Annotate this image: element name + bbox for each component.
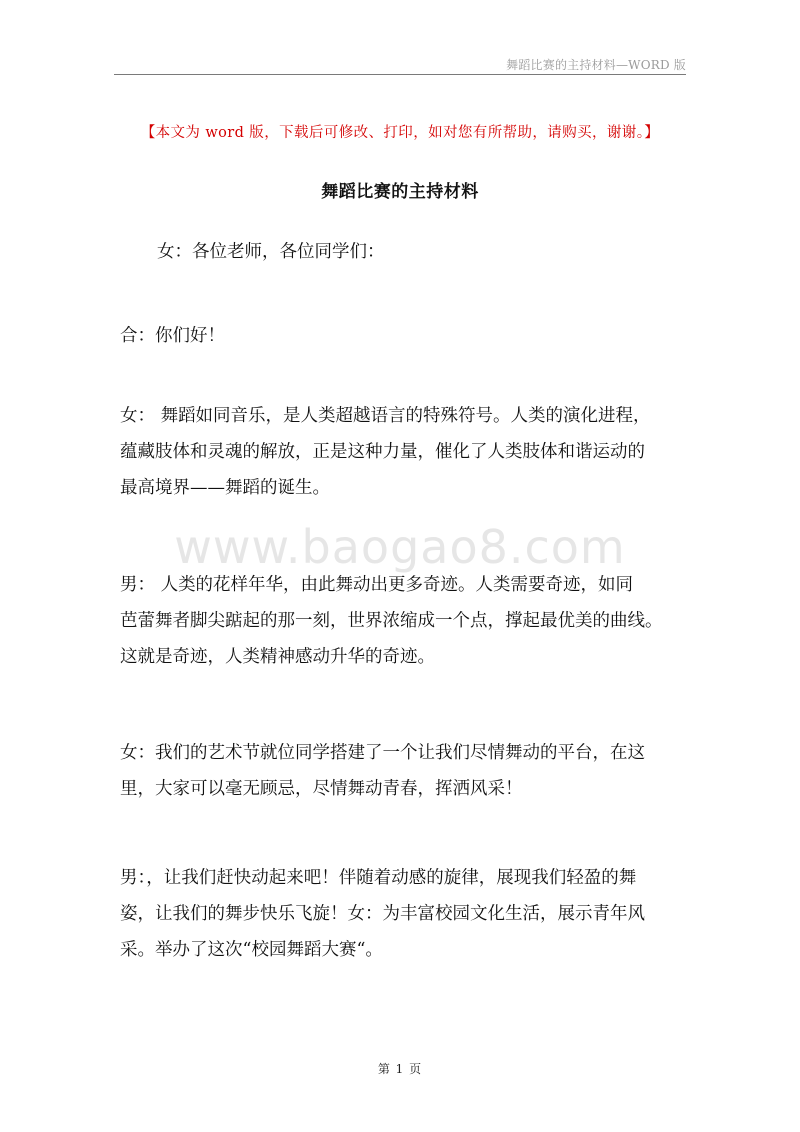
paragraph-line: 采。举办了这次“校园舞蹈大赛“。: [120, 940, 383, 960]
watermark-text: www.baogao8.com: [174, 520, 626, 574]
paragraph-line: 女：我们的艺术节就位同学搭建了一个让我们尽情舞动的平台，在这: [120, 743, 645, 763]
paragraph-female-2: [120, 735, 684, 807]
purchase-notice: 【本文为 word 版，下载后可修改、打印，如对您有所帮助，请购买，谢谢。】: [140, 125, 660, 141]
paragraph-chorus: [120, 318, 684, 354]
document-title: 舞蹈比赛的主持材料: [321, 182, 479, 202]
paragraph-greeting: [157, 234, 721, 270]
paragraph-line: 蕴藏肢体和灵魂的解放，正是这种力量，催化了人类肢体和谐运动的: [120, 442, 645, 462]
paragraph-female-1: [120, 398, 684, 506]
paragraph-line: 姿，让我们的舞步快乐飞旋！女：为丰富校园文化生活，展示青年风: [120, 904, 645, 924]
paragraph-line: 芭蕾舞者脚尖踮起的那一刻，世界浓缩成一个点，撑起最优美的曲线。: [120, 611, 663, 631]
paragraph-male-1: [120, 567, 684, 675]
paragraph-line: 男： 人类的花样年华，由此舞动出更多奇迹。人类需要奇迹，如同: [120, 575, 634, 595]
header-divider: [114, 74, 686, 75]
paragraph-line: 这就是奇迹，人类精神感动升华的奇迹。: [120, 647, 435, 667]
paragraph-line: 男：，让我们赶快动起来吧！伴随着动感的旋律，展现我们轻盈的舞: [120, 868, 637, 888]
page-number: 第 1 页: [377, 1062, 423, 1076]
paragraph-line: 女： 舞蹈如同音乐，是人类超越语言的特殊符号。人类的演化进程，: [120, 406, 651, 426]
paragraph-line: 合：你们好！: [120, 326, 225, 346]
running-header: 舞蹈比赛的主持材料—WORD 版: [506, 58, 686, 72]
paragraph-line: 最高境界——舞蹈的诞生。: [120, 478, 330, 498]
paragraph-line: 里，大家可以毫无顾忌，尽情舞动青春，挥洒风采！: [120, 779, 523, 799]
paragraph-line: 女：各位老师，各位同学们：: [157, 242, 385, 262]
paragraph-male-2: [120, 860, 684, 968]
